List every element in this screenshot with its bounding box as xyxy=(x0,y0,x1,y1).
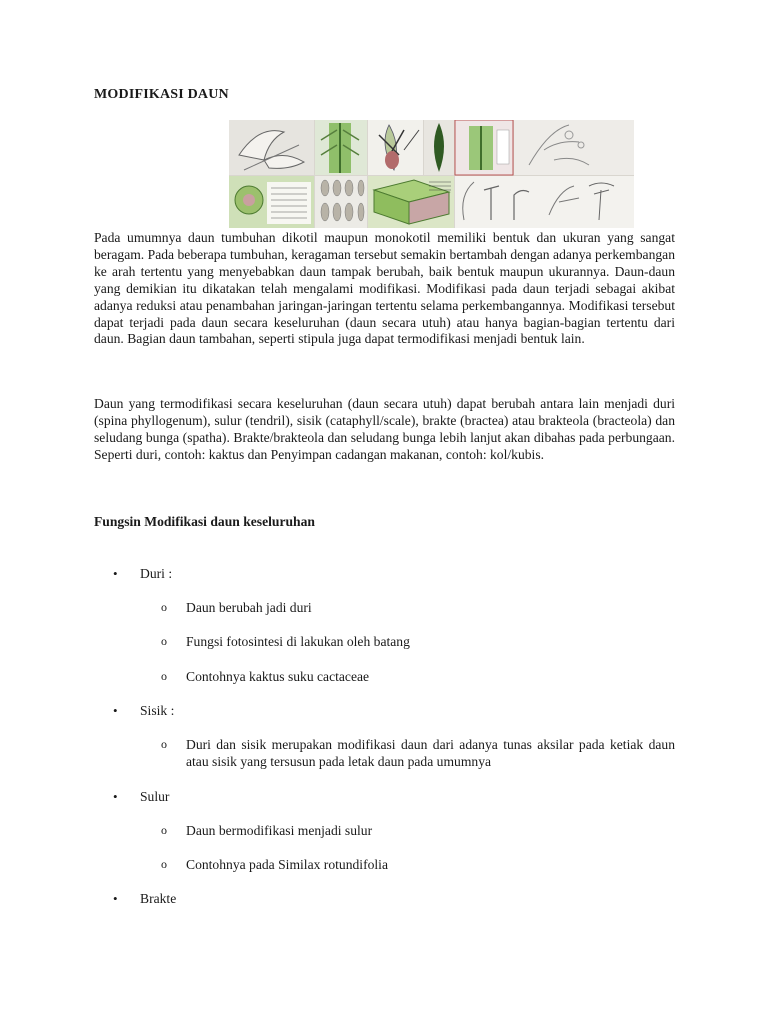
sub-item-text: Contohnya pada Similax rotundifolia xyxy=(186,857,388,872)
list-item-label: Brakte xyxy=(140,891,177,906)
section-heading: Fungsin Modifikasi daun keseluruhan xyxy=(94,514,315,529)
document-title: MODIFIKASI DAUN xyxy=(94,87,229,102)
sub-item-text: Contohnya kaktus suku cactaceae xyxy=(186,669,370,684)
sub-item-text: Daun bermodifikasi menjadi sulur xyxy=(186,823,373,838)
sub-item-text: Fungsi fotosintesi di lakukan oleh batang xyxy=(186,634,410,649)
circle-bullet-icon: o xyxy=(161,634,167,648)
circle-bullet-icon: o xyxy=(161,857,167,871)
modification-paragraph: Daun yang termodifikasi secara keseluruhan (daun secara utuh) dapat berubah antara lain menjadi duri (spina phyllogenum), sulur (tendril), sisik (cataphyll/scale), brakte (bractea) atau brakteola (bracteola) dan seludang bunga (spatha). Brakte/brakteola dan seludang bunga lebih lanjut akan dibahas pada perbungaan. Seperti duri, contoh: kaktus dan Penyimpan cadangan makanan, contoh: kol/kubis. xyxy=(94,396,675,462)
bullet-icon: • xyxy=(113,891,118,906)
intro-paragraph: Pada umumnya daun tumbuhan dikotil maupun monokotil memiliki bentuk dan ukuran yang sangat beragam. Pada beberapa tumbuhan, keragaman tersebut semakin bertambah dengan adanya perkembangan ke arah tertentu yang menyebabkan daun tampak berubah, baik bentuk maupun ukurannya. Daun-daun yang demikian itu dikatakan telah mengalami modifikasi. Modifikasi pada daun terjadi sebagai akibat adanya reduksi atau penambahan jaringan-jaringan tertentu selama perkembangannya. Modifikasi tersebut dapat terjadi pada daun secara keseluruhan (daun secara utuh) atau hanya bagian-bagian tertentu dari daun. Bagian daun tambahan, seperti stipula juga dapat termodifikasi menjadi bentuk lain. xyxy=(94,230,675,347)
sub-item-text: Daun berubah jadi duri xyxy=(186,600,312,615)
bullet-icon: • xyxy=(113,789,118,804)
circle-bullet-icon: o xyxy=(161,823,167,837)
list-item-label: Sisik : xyxy=(140,703,175,718)
circle-bullet-icon: o xyxy=(161,737,167,751)
leaf-modification-illustration xyxy=(229,120,634,228)
bullet-icon: • xyxy=(113,566,118,581)
list-item-label: Duri : xyxy=(140,566,173,581)
circle-bullet-icon: o xyxy=(161,600,167,614)
sub-item-text: Duri dan sisik merupakan modifikasi daun dari adanya tunas aksilar pada ketiak daun atau sisik yang tersusun pada letak daun pada umumnya xyxy=(186,737,675,769)
bullet-icon: • xyxy=(113,703,118,718)
list-item-label: Sulur xyxy=(140,789,170,804)
circle-bullet-icon: o xyxy=(161,669,167,683)
leaf-diagram-collage-icon xyxy=(229,120,634,228)
